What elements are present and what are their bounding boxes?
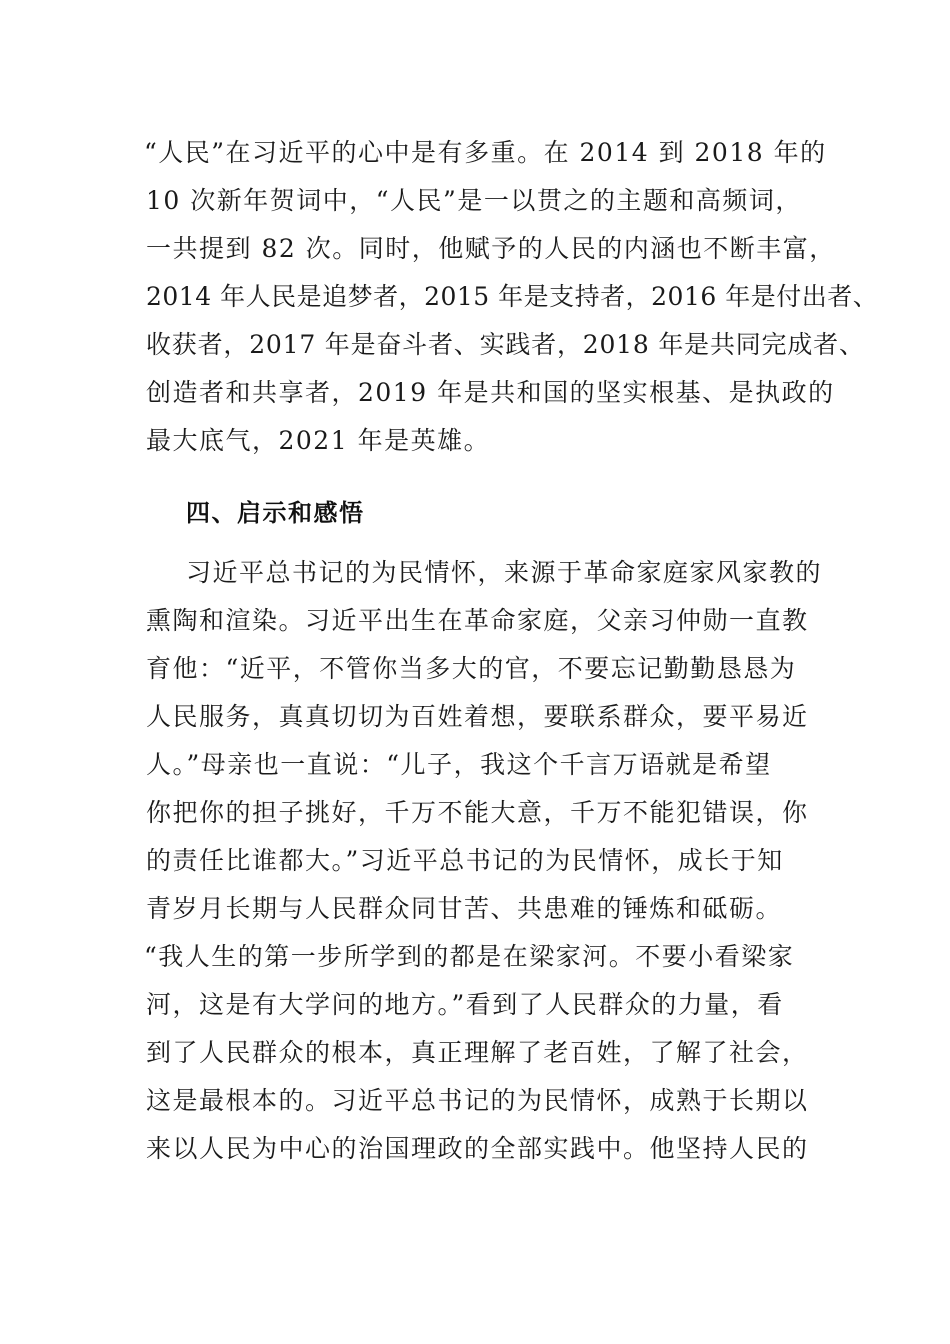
paragraph-line: 育他：“近平，不管你当多大的官，不要忘记勤勤恳恳为	[146, 654, 797, 683]
paragraph-line: 的责任比谁都大。”习近平总书记的为民情怀，成长于知	[146, 846, 784, 875]
paragraph-line: 来以人民为中心的治国理政的全部实践中。他坚持人民的	[146, 1134, 809, 1163]
paragraph-line: 10 次新年贺词中，“人民”是一以贯之的主题和高频词，	[146, 186, 802, 215]
paragraph-line: 习近平总书记的为民情怀，来源于革命家庭家风家教的	[186, 558, 823, 587]
paragraph-line: 熏陶和渲染。习近平出生在革命家庭，父亲习仲勋一直教	[146, 606, 809, 635]
paragraph-line: 人。”母亲也一直说：“儿子，我这个千言万语就是希望	[146, 750, 772, 779]
paragraph-line: 收获者，2017 年是奋斗者、实践者，2018 年是共同完成者、	[146, 330, 865, 359]
paragraph-line: 你把你的担子挑好，千万不能大意，千万不能犯错误，你	[146, 798, 809, 827]
paragraph-line: “我人生的第一步所学到的都是在梁家河。不要小看梁家	[144, 942, 795, 971]
paragraph-line: 河，这是有大学问的地方。”看到了人民群众的力量，看	[146, 990, 784, 1019]
paragraph-line: 青岁月长期与人民群众同甘苦、共患难的锤炼和砥砺。	[146, 894, 783, 923]
paragraph-line: 到了人民群众的根本，真正理解了老百姓，了解了社会，	[146, 1038, 809, 1067]
section-heading: 四、启示和感悟	[186, 499, 365, 527]
paragraph-line: 最大底气，2021 年是英雄。	[146, 426, 491, 455]
paragraph-line: 一共提到 82 次。同时，他赋予的人民的内涵也不断丰富，	[146, 234, 836, 263]
paragraph-line: “人民”在习近平的心中是有多重。在 2014 到 2018 年的	[144, 138, 827, 167]
paragraph-line: 人民服务，真真切切为百姓着想，要联系群众，要平易近	[146, 702, 809, 731]
paragraph-line: 2014 年人民是追梦者，2015 年是支持者，2016 年是付出者、	[146, 282, 879, 311]
paragraph-line: 创造者和共享者，2019 年是共和国的坚实根基、是执政的	[146, 378, 835, 407]
paragraph-line: 这是最根本的。习近平总书记的为民情怀，成熟于长期以	[146, 1086, 809, 1115]
